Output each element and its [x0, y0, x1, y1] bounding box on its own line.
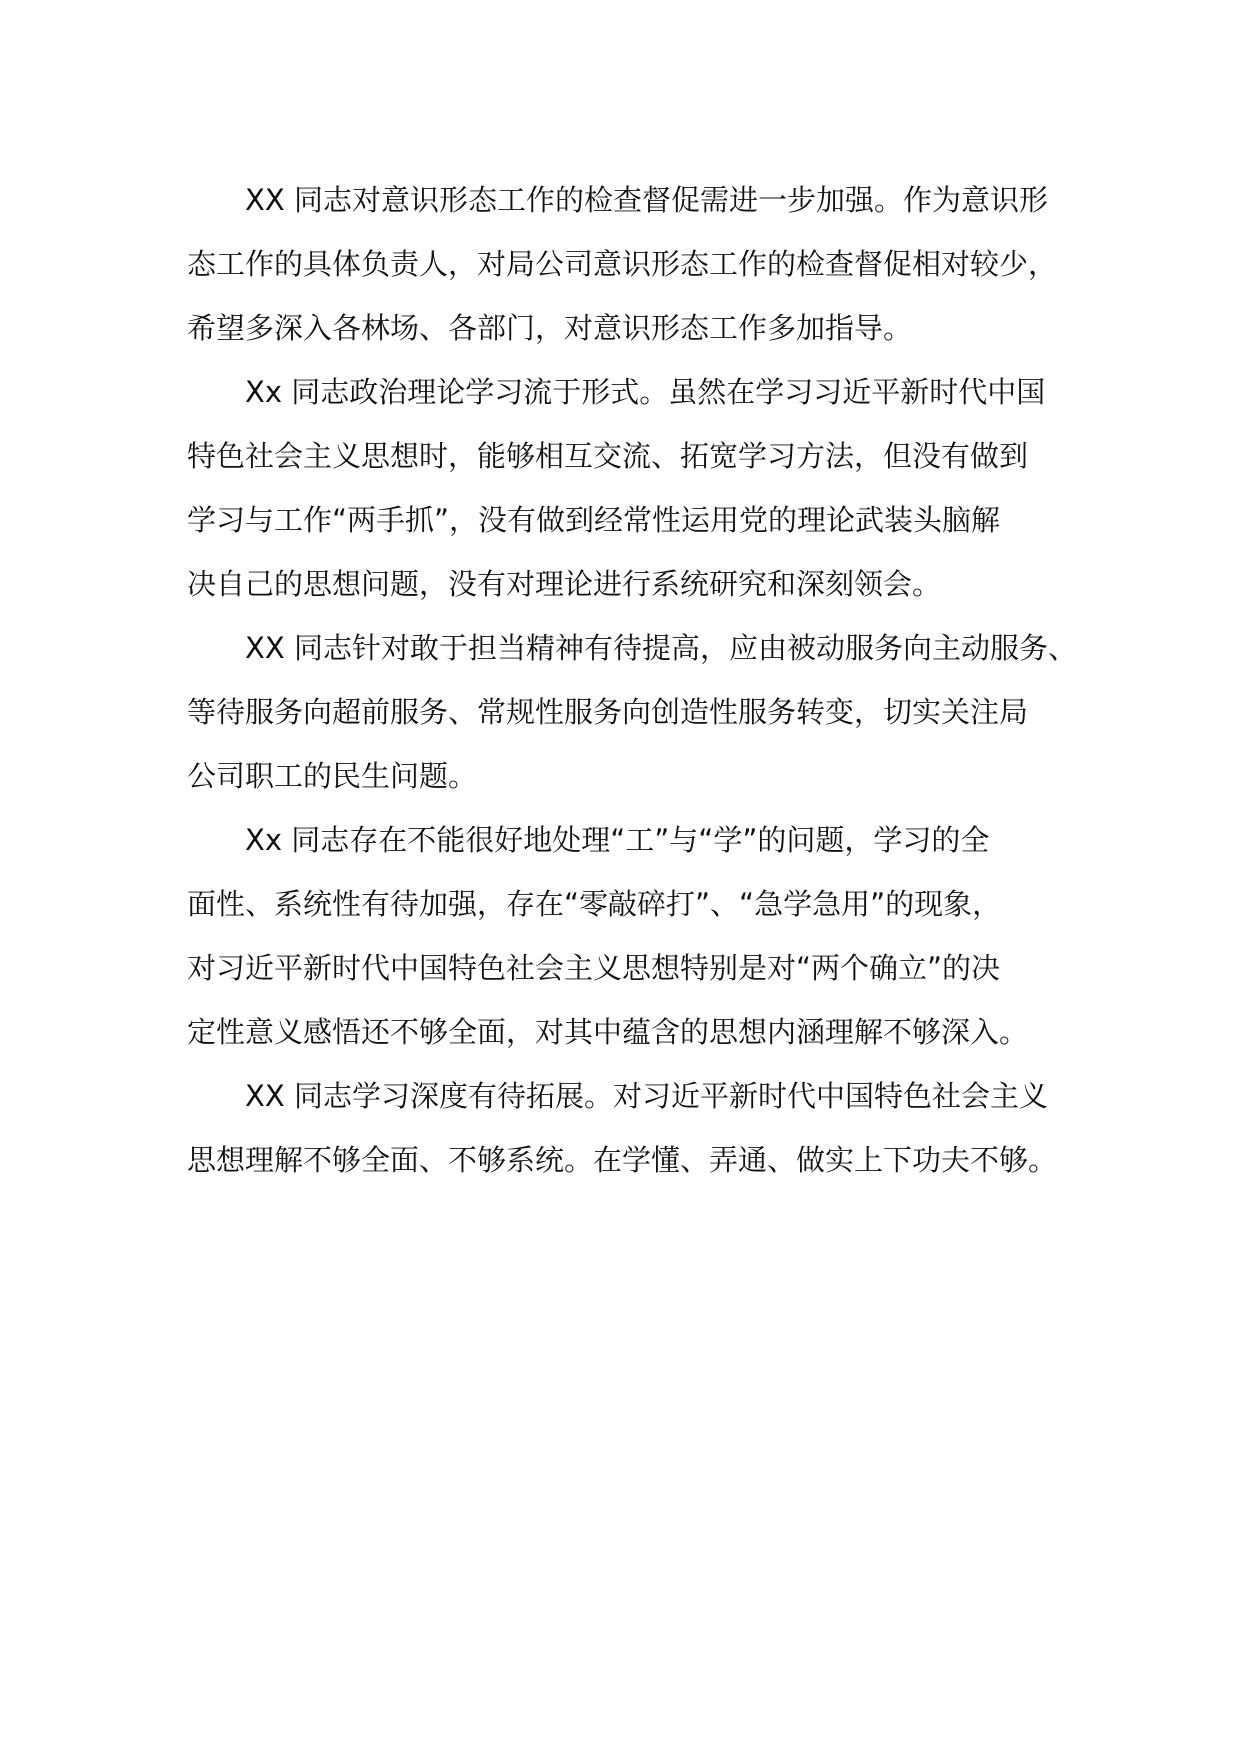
paragraph-line: 思想理解不够全面、不够系统。在学懂、弄通、做实上下功夫不够。	[187, 1143, 1058, 1177]
document-body	[187, 168, 1077, 1192]
paragraph-theory-study	[187, 360, 1067, 616]
paragraph-line: 公司职工的民生问题。	[187, 759, 478, 793]
paragraph-line: 对习近平新时代中国特色社会主义思想特别是对“两个确立”的决	[187, 951, 1001, 985]
paragraph-line: XX 同志对意识形态工作的检查督促需进一步加强。作为意识形	[245, 183, 1048, 217]
paragraph-line: 决自己的思想问题，没有对理论进行系统研究和深刻领会。	[187, 567, 942, 601]
paragraph-work-study-balance	[187, 808, 1067, 1064]
paragraph-ideology-supervision	[187, 168, 1067, 360]
paragraph-line: 学习与工作“两手抓”，没有做到经常性运用党的理论武装头脑解	[187, 503, 1001, 537]
paragraph-study-depth	[187, 1064, 1067, 1192]
paragraph-line: Xx 同志政治理论学习流于形式。虽然在学习习近平新时代中国	[245, 375, 1046, 409]
paragraph-line: Xx 同志存在不能很好地处理“工”与“学”的问题，学习的全	[245, 823, 990, 857]
paragraph-responsibility	[187, 616, 1077, 808]
paragraph-line: 特色社会主义思想时，能够相互交流、拓宽学习方法，但没有做到	[187, 439, 1029, 473]
paragraph-line: XX 同志针对敢于担当精神有待提高，应由被动服务向主动服务、	[245, 631, 1077, 665]
paragraph-line: 等待服务向超前服务、常规性服务向创造性服务转变，切实关注局	[187, 695, 1029, 729]
paragraph-line: XX 同志学习深度有待拓展。对习近平新时代中国特色社会主义	[245, 1079, 1048, 1113]
paragraph-line: 面性、系统性有待加强，存在“零敲碎打”、“急学急用”的现象，	[187, 887, 1002, 921]
paragraph-line: 定性意义感悟还不够全面，对其中蕴含的思想内涵理解不够深入。	[187, 1015, 1029, 1049]
paragraph-line: 态工作的具体负责人，对局公司意识形态工作的检查督促相对较少，	[187, 247, 1058, 281]
paragraph-line: 希望多深入各林场、各部门，对意识形态工作多加指导。	[187, 311, 913, 345]
